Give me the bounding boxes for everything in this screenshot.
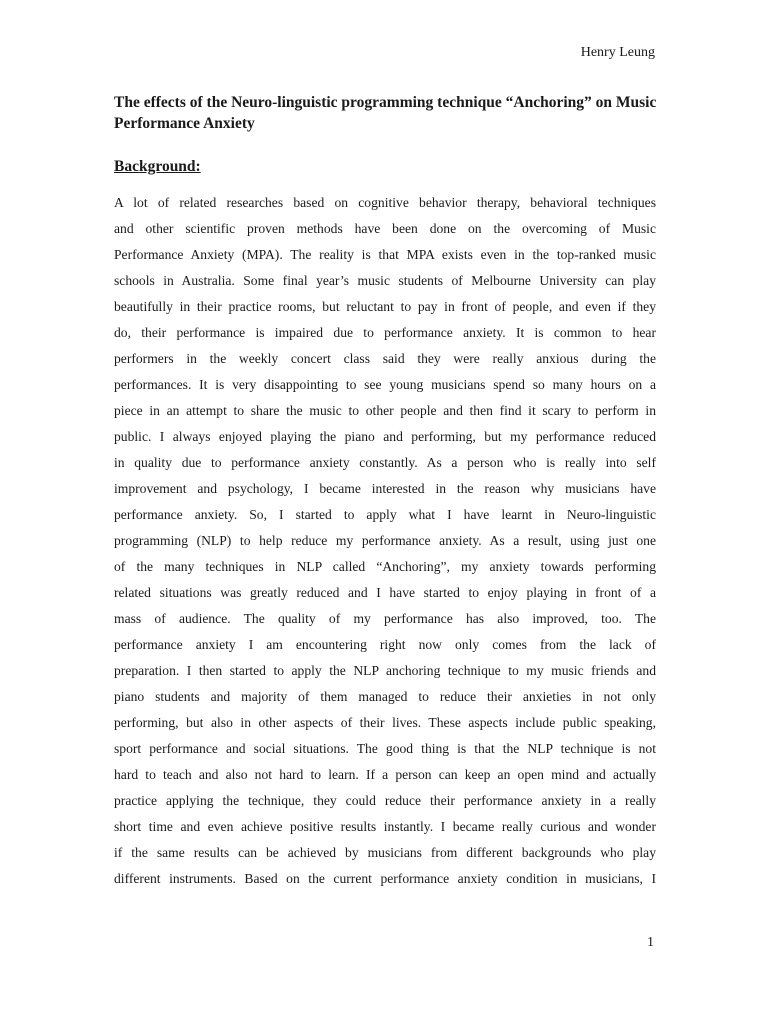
document-title: The effects of the Neuro-linguistic programming technique “Anchoring” on Music Performance Anxiety (114, 94, 657, 132)
header-author: Henry Leung (580, 45, 655, 60)
body-line: improvement and psychology, I became interested in the reason why musicians have (114, 481, 656, 496)
body-line: schools in Australia. Some final year’s music students of Melbourne University can play (114, 273, 656, 288)
page-number: 1 (647, 935, 654, 950)
body-line: preparation. I then started to apply the NLP anchoring technique to my music friends and (114, 663, 656, 678)
body-paragraph (114, 190, 656, 892)
body-line: public. I always enjoyed playing the piano and performing, but my performance reduced (114, 429, 656, 444)
body-line: practice applying the technique, they could reduce their performance anxiety in a really (114, 793, 656, 808)
body-line: different instruments. Based on the current performance anxiety condition in musicians, I (114, 871, 656, 886)
body-line: Performance Anxiety (MPA). The reality is that MPA exists even in the top-ranked music (114, 247, 656, 262)
body-line: if the same results can be achieved by musicians from different backgrounds who play (114, 845, 656, 860)
body-line: A lot of related researches based on cognitive behavior therapy, behavioral techniques (114, 195, 656, 210)
section-heading-background: Background: (114, 158, 201, 175)
body-line: performance anxiety. So, I started to apply what I have learnt in Neuro-linguistic (114, 507, 656, 522)
body-line: and other scientific proven methods have been done on the overcoming of Music (114, 221, 656, 236)
body-line: performances. It is very disappointing to see young musicians spend so many hours on a (114, 377, 656, 392)
body-line: performing, but also in other aspects of their lives. These aspects include public speaking, (114, 715, 656, 730)
body-line: piano students and majority of them managed to reduce their anxieties in not only (114, 689, 656, 704)
body-line: beautifully in their practice rooms, but reluctant to pay in front of people, and even if they (114, 299, 656, 314)
body-line: performance anxiety I am encountering right now only comes from the lack of (114, 637, 656, 652)
body-line: piece in an attempt to share the music to other people and then find it scary to perform in (114, 403, 656, 418)
body-line: in quality due to performance anxiety constantly. As a person who is really into self (114, 455, 656, 470)
body-line: short time and even achieve positive results instantly. I became really curious and wonder (114, 819, 656, 834)
body-line: hard to teach and also not hard to learn. If a person can keep an open mind and actually (114, 767, 656, 782)
body-line: performers in the weekly concert class said they were really anxious during the (114, 351, 656, 366)
body-line: mass of audience. The quality of my performance has also improved, too. The (114, 611, 656, 626)
body-line: programming (NLP) to help reduce my performance anxiety. As a result, using just one (114, 533, 656, 548)
body-line: related situations was greatly reduced and I have started to enjoy playing in front of a (114, 585, 656, 600)
body-line: of the many techniques in NLP called “Anchoring”, my anxiety towards performing (114, 559, 656, 574)
body-line: do, their performance is impaired due to performance anxiety. It is common to hear (114, 325, 656, 340)
body-line: sport performance and social situations. The good thing is that the NLP technique is not (114, 741, 656, 756)
